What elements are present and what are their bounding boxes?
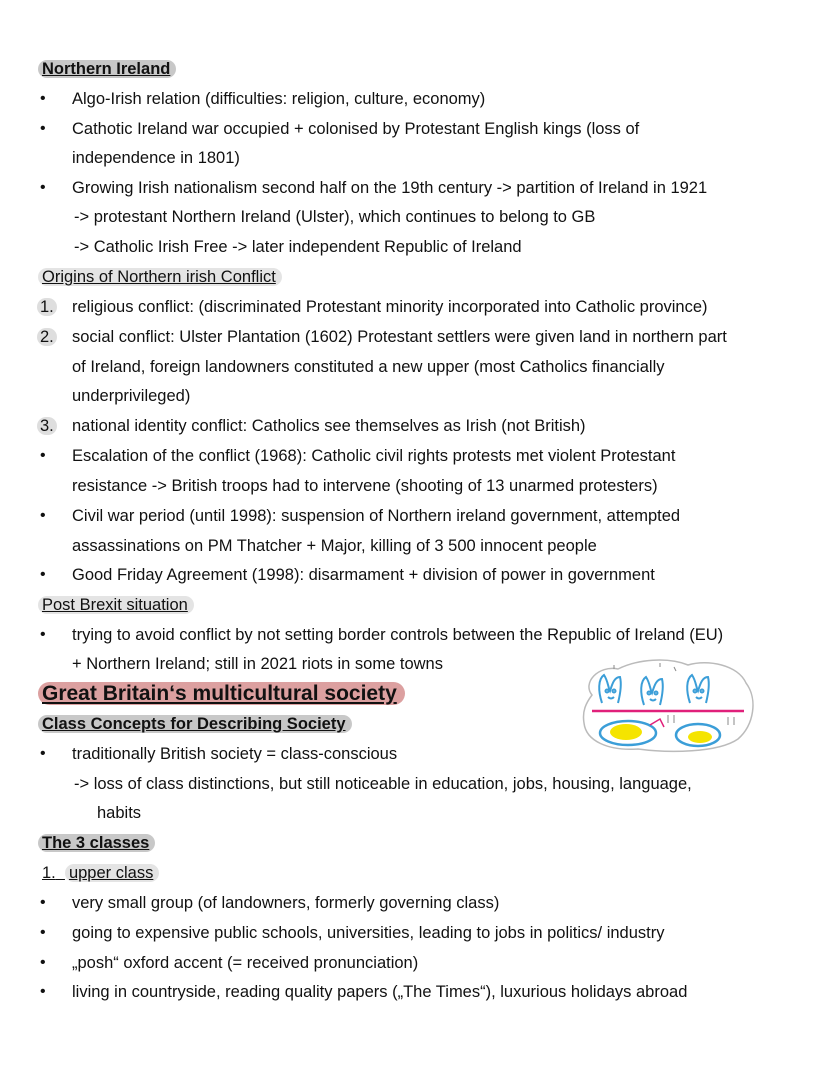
- bullet-icon: •: [40, 924, 46, 941]
- list-number: 1.: [40, 296, 57, 318]
- list-item: Cathotic Ireland war occupied + colonised by Protestant English kings (loss of: [72, 120, 640, 138]
- bullet-icon: •: [40, 90, 46, 107]
- list-item-continuation: resistance -> British troops had to intervene (shooting of 13 unarmed protesters): [72, 477, 658, 495]
- list-item-continuation: + Northern Ireland; still in 2021 riots in some towns: [72, 655, 443, 673]
- list-item-continuation: habits: [97, 804, 142, 822]
- bullet-icon: •: [40, 745, 46, 762]
- bullet-icon: •: [40, 894, 46, 911]
- section-heading-great-britain: Great Britain‘s multicultural society: [42, 681, 405, 708]
- subheading-upper-class: [42, 862, 159, 884]
- list-item: living in countryside, reading quality papers („The Times“), luxurious holidays abroad: [72, 983, 688, 1001]
- list-item: traditionally British society = class-conscious: [72, 745, 398, 763]
- list-item: national identity conflict: Catholics see themselves as Irish (not British): [72, 417, 586, 435]
- list-item: religious conflict: (discriminated Protestant minority incorporated into Catholic province): [72, 298, 708, 316]
- bullet-icon: •: [40, 566, 46, 583]
- list-item: „posh“ oxford accent (= received pronunciation): [72, 954, 419, 972]
- rabbits-dinner-doodle-icon: [578, 655, 756, 755]
- section-heading-origins: Origins of Northern irish Conflict: [42, 266, 282, 288]
- list-item-continuation: independence in 1801): [72, 149, 240, 167]
- list-item: Growing Irish nationalism second half on the 19th century -> partition of Ireland in 1921: [72, 179, 708, 197]
- list-item: Escalation of the conflict (1968): Catholic civil rights protests met violent Protestant: [72, 447, 676, 465]
- bullet-icon: •: [40, 983, 46, 1000]
- bullet-icon: •: [40, 626, 46, 643]
- section-heading-northern-ireland: Northern Ireland: [42, 58, 176, 80]
- list-item-continuation: -> protestant Northern Ireland (Ulster), which continues to belong to GB: [74, 208, 596, 226]
- list-item: Algo-Irish relation (difficulties: religion, culture, economy): [72, 90, 486, 108]
- section-heading-post-brexit: Post Brexit situation: [42, 594, 194, 616]
- list-item: Civil war period (until 1998): suspension of Northern ireland government, attempted: [72, 507, 681, 525]
- list-item: very small group (of landowners, formerly governing class): [72, 894, 500, 912]
- list-item: going to expensive public schools, universities, leading to jobs in politics/ industry: [72, 924, 665, 942]
- bullet-icon: •: [40, 954, 46, 971]
- list-item: Good Friday Agreement (1998): disarmament + division of power in government: [72, 566, 655, 584]
- list-item-continuation: assassinations on PM Thatcher + Major, killing of 3 500 innocent people: [72, 537, 597, 555]
- subheading-class-concepts: Class Concepts for Describing Society: [42, 713, 352, 735]
- list-item: social conflict: Ulster Plantation (1602) Protestant settlers were given land in northern part: [72, 328, 727, 346]
- list-item-continuation: of Ireland, foreign landowners constituted a new upper (most Catholics financially: [72, 358, 665, 376]
- list-number: 1.: [42, 864, 56, 882]
- list-item: trying to avoid conflict by not setting border controls between the Republic of Ireland (EU): [72, 626, 724, 644]
- bullet-icon: •: [40, 120, 46, 137]
- bullet-icon: •: [40, 507, 46, 524]
- list-number: 2.: [40, 326, 57, 348]
- list-item-continuation: -> loss of class distinctions, but still noticeable in education, jobs, housing, language,: [74, 775, 692, 793]
- list-item-continuation: underprivileged): [72, 387, 191, 405]
- bullet-icon: •: [40, 447, 46, 464]
- bullet-icon: •: [40, 179, 46, 196]
- section-heading-three-classes: The 3 classes: [42, 832, 155, 854]
- list-number: 3.: [40, 415, 57, 437]
- list-item-continuation: -> Catholic Irish Free -> later independent Republic of Ireland: [74, 238, 522, 256]
- upper-class-label: upper class: [65, 864, 159, 882]
